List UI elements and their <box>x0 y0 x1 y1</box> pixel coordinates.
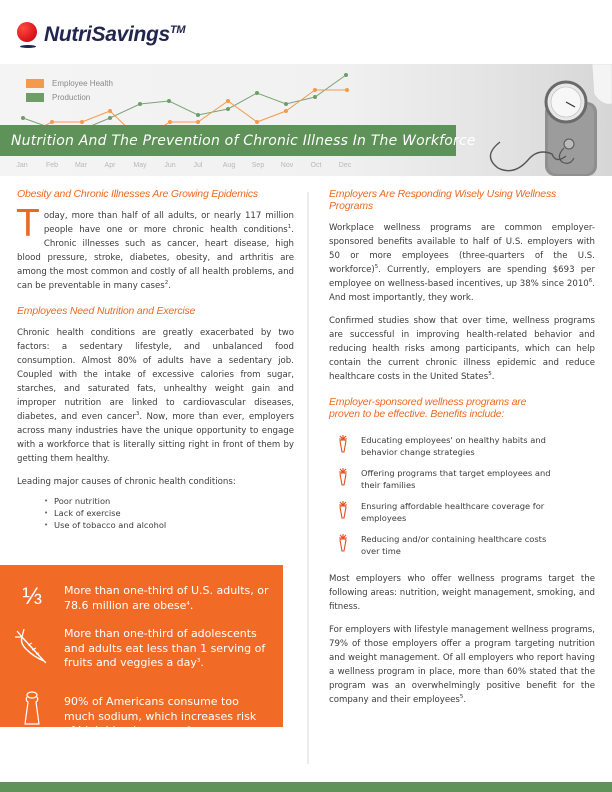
list-item: • Poor nutrition <box>54 495 294 507</box>
green-swatch-icon <box>26 93 44 102</box>
list-item: Educating employees' on healthy habits and behavior change strategies <box>329 434 595 458</box>
causes-list <box>17 495 294 531</box>
list-item: Ensuring affordable healthcare coverage for employees <box>329 500 595 524</box>
list-item: • Use of tobacco and alcohol <box>54 519 294 531</box>
stats-callout-box <box>0 565 283 737</box>
section-heading-nutrition-exercise: Employees Need Nutrition and Exercise <box>17 305 196 317</box>
list-item: Reducing and/or containing healthcare costs over time <box>329 533 595 557</box>
month-label: Jun <box>164 162 176 169</box>
list-item: • Lack of exercise <box>54 507 294 519</box>
benefits-list <box>329 434 595 557</box>
salt-shaker-icon <box>0 695 64 739</box>
drop-cap: T <box>16 202 40 245</box>
hero-banner <box>0 64 612 176</box>
list-item: Offering programs that target employees and their families <box>329 467 595 491</box>
logo-ball-icon <box>16 22 40 48</box>
one-third-fraction-icon: ⅓ <box>21 583 42 610</box>
target-areas-paragraph: Most employers who offer wellness programs target the following areas: nutrition, weight management, smoking, and fitness. <box>329 574 595 612</box>
month-label: Apr <box>104 162 116 169</box>
epidemics-paragraph: Today, more than half of all adults, or nearly 117 million people have one or more chronic health conditions$^1$. Chronic illnesses such as cancer, heart disease, high blood pressure, stroke, diabetes, obesity, and arthritis are among the most common and costly of all health problems, and can be preventable in many cases$^2$. <box>16 202 294 291</box>
footer-bar <box>0 782 612 792</box>
month-label: May <box>133 162 147 169</box>
month-label: Aug <box>222 162 236 169</box>
causes-intro: Leading major causes of chronic health conditions: <box>17 477 236 487</box>
legend-production: Production <box>26 90 113 104</box>
month-label: Sep <box>251 162 265 169</box>
chart-legend <box>26 76 113 104</box>
orange-swatch-icon <box>26 79 44 88</box>
benefits-heading: Employer-sponsored wellness programs are proven to be effective. Benefits include: <box>329 396 527 420</box>
left-column <box>17 188 294 531</box>
month-label: Feb <box>45 162 59 169</box>
legend-employee-health: Employee Health <box>26 76 113 90</box>
carrot-bullet-icon <box>337 533 349 553</box>
lifestyle-programs-paragraph: For employers with lifestyle management wellness programs, 79% of those employers offer a program targeting nutrition and weight management. Of all employers who report having a wellness program in place, more than 60% stated that the program was an overwhelmingly positive benefit for the company and their employees$^5$. <box>329 625 595 705</box>
brand-logo <box>16 20 185 50</box>
section-heading-epidemics: Obesity and Chronic Illnesses Are Growing Epidemics <box>17 188 258 200</box>
month-label: Oct <box>310 162 322 169</box>
month-label: Mar <box>74 162 88 169</box>
month-label: Dec <box>338 162 352 169</box>
carrot-bullet-icon <box>337 500 349 520</box>
carrot-icon <box>0 627 64 671</box>
section-heading-wellness-programs: Employers Are Responding Wisely Using Wellness Programs <box>329 188 557 212</box>
scale-stethoscope-image <box>452 64 612 176</box>
right-column <box>329 188 595 707</box>
chart-month-axis <box>0 162 360 174</box>
carrot-bullet-icon <box>337 467 349 487</box>
month-label: Nov <box>280 162 294 169</box>
month-label: Jul <box>193 162 203 169</box>
month-label: Jan <box>16 162 28 169</box>
brand-name: NutriSavings™ <box>44 23 186 46</box>
page-title: Nutrition And The Prevention of Chronic Illness In The Workforce <box>11 132 476 149</box>
wellness-paragraph-1: Workplace wellness programs are common employer-sponsored benefits available to half of U.S. employers with 50 or more employees (three-quarters of the U.S. workforce)$^5$. Currently, employers are spending $693 per employee on wellness-based incentives, up 38% since 2010$^6$. And most importantly, they work. <box>329 223 595 303</box>
carrot-bullet-icon <box>337 434 349 454</box>
stat-obesity: ⅓ More than one-third of U.S. adults, or 78.6 million are obese$^4$. <box>0 584 283 613</box>
column-divider <box>307 192 309 764</box>
stat-fruits-veggies: More than one-third of adolescents and adults eat less than 1 serving of fruits and veggies a day$^3$. <box>0 627 283 671</box>
banner-title-bar <box>0 125 476 156</box>
nutrition-exercise-paragraph: Chronic health conditions are greatly exacerbated by two factors: a sedentary lifestyle, and unbalanced food consumption. Almost 80% of adults have a sedentary job. Coupled with the intake of excessive calories from sugar, starches, and saturated fats, unhealthy weight gain and improper nutrition are linked to cardiovascular diseases, diabetes, and even cancer$^3$. Now, more than ever, employers across many industries have the unique opportunity to engage with a workforce that is literally sitting right in front of them by getting them healthy. <box>17 328 294 464</box>
wellness-paragraph-2: Confirmed studies show that over time, wellness programs are successful in improving health-related behavior and reducing health risks among participants, which can help contain the current chronic illness epidemic and reduce healthcare costs in the United States$^5$. <box>329 316 595 382</box>
stat-sodium: 90% of Americans consume too much sodium, which increases risk of high blood pressure$^3$ <box>0 695 283 739</box>
